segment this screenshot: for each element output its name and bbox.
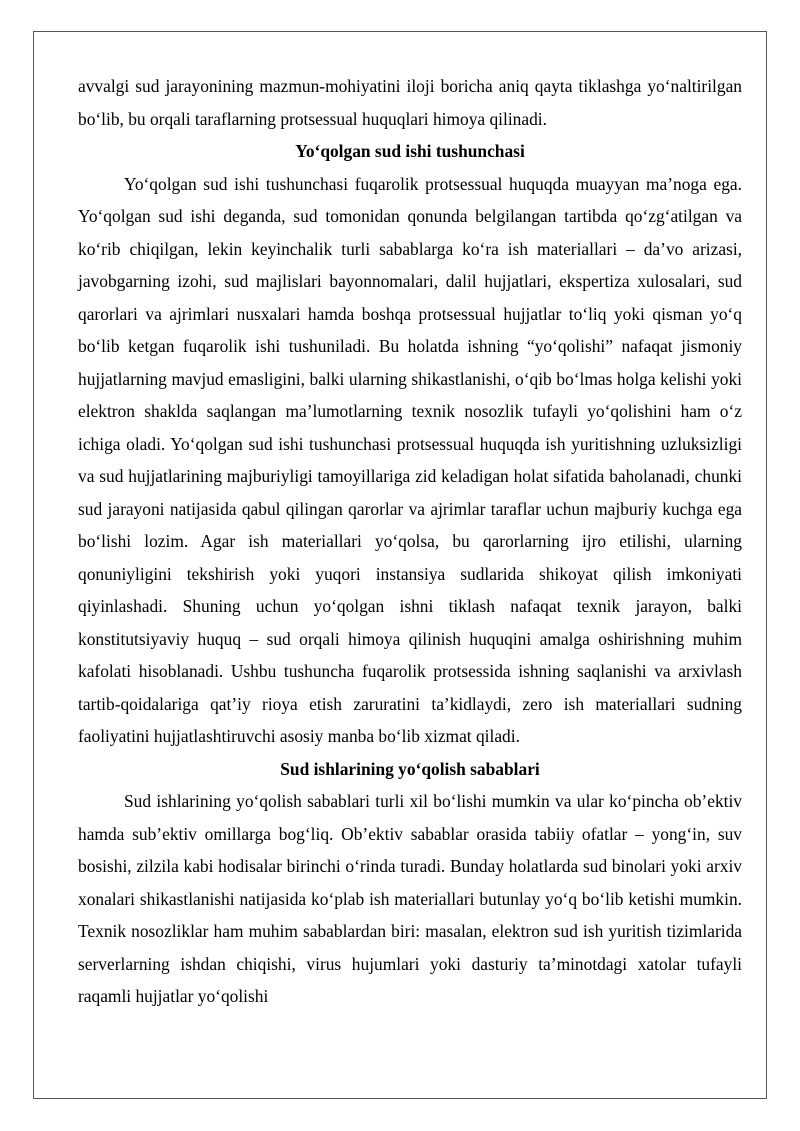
section-heading-loss-reasons: Sud ishlarining yo‘qolish sabablari bbox=[280, 758, 540, 779]
paragraph-loss-reasons: Sud ishlarining yo‘qolish sabablari turli xil bo‘lishi mumkin va ular ko‘pincha ob’ektiv hamda sub’ektiv omillarga bog‘liq. Ob’ektiv sabablar orasida tabiiy ofatlar – yong‘in, suv bosishi, zilzila kabi hodisalar birinchi o‘rinda turadi. Bunday holatlarda sud binolari yoki arxiv xonalari shikastlanishi natijasida ko‘plab ish materiallari butunlay yo‘q bo‘lib ketishi mumkin. Texnik nosozliklar ham muhim sabablardan biri: masalan, elektron sud ish yuritish tizimlarida serverlarning ishdan chiqishi, virus hujumlari yoki dasturiy ta’minotdagi xatolar tufayli raqamli hujjatlar yo‘qolishi bbox=[78, 791, 742, 1006]
section-heading-lost-case-concept: Yo‘qolgan sud ishi tushunchasi bbox=[295, 141, 525, 161]
document-body bbox=[78, 70, 742, 1013]
paragraph-continuation: avvalgi sud jarayonining mazmun-mohiyatini iloji boricha aniq qayta tiklashga yo‘naltirilgan bo‘lib, bu orqali taraflarning protsessual huquqlari himoya qilinadi. bbox=[78, 76, 742, 129]
paragraph-lost-case-concept: Yo‘qolgan sud ishi tushunchasi fuqarolik protsessual huquqda muayyan ma’noga ega. Yo‘qolgan sud ishi deganda, sud tomonidan qonunda belgilangan tartibda qo‘zg‘atilgan va ko‘rib chiqilgan, lekin keyinchalik turli sabablarga ko‘ra ish materiallari – da’vo arizasi, javobgarning izohi, sud majlislari bayonnomalari, dalil hujjatlari, ekspertiza xulosalari, sud qarorlari va ajrimlari nusxalari hamda boshqa protsessual hujjatlar to‘liq yoki qisman yo‘q bo‘lib ketgan fuqarolik ishi tushuniladi. Bu holatda ishning “yo‘qolishi” nafaqat jismoniy hujjatlarning mavjud emasligini, balki ularning shikastlanishi, o‘qib bo‘lmas holga kelishi yoki elektron shaklda saqlangan ma’lumotlarning texnik nosozlik tufayli yo‘qolishini ham o‘z ichiga oladi. Yo‘qolgan sud ishi tushunchasi protsessual huquqda ish yuritishning uzluksizligi va sud hujjatlarining majburiyligi tamoyillariga zid keladigan holat sifatida baholanadi, chunki sud jarayoni natijasida qabul qilingan qarorlar va ajrimlar taraflar uchun majburiy kuchga ega bo‘lishi lozim. Agar ish materiallari yo‘qolsa, bu qarorlarning ijro etilishi, ularning qonuniyligini tekshirish yoki yuqori instansiya sudlarida shikoyat qilish imkoniyati qiyinlashadi. Shuning uchun yo‘qolgan ishni tiklash nafaqat texnik jarayon, balki konstitutsiyaviy huquq – sud orqali himoya qilinish huquqini amalga oshirishning muhim kafolati hisoblanadi. Ushbu tushuncha fuqarolik protsessida ishning saqlanishi va arxivlash tartib-qoidalariga qat’iy rioya etish zaruratini ta’kidlaydi, zero ish materiallari sudning faoliyatini hujjatlashtiruvchi asosiy manba bo‘lib xizmat qiladi. bbox=[78, 173, 742, 746]
